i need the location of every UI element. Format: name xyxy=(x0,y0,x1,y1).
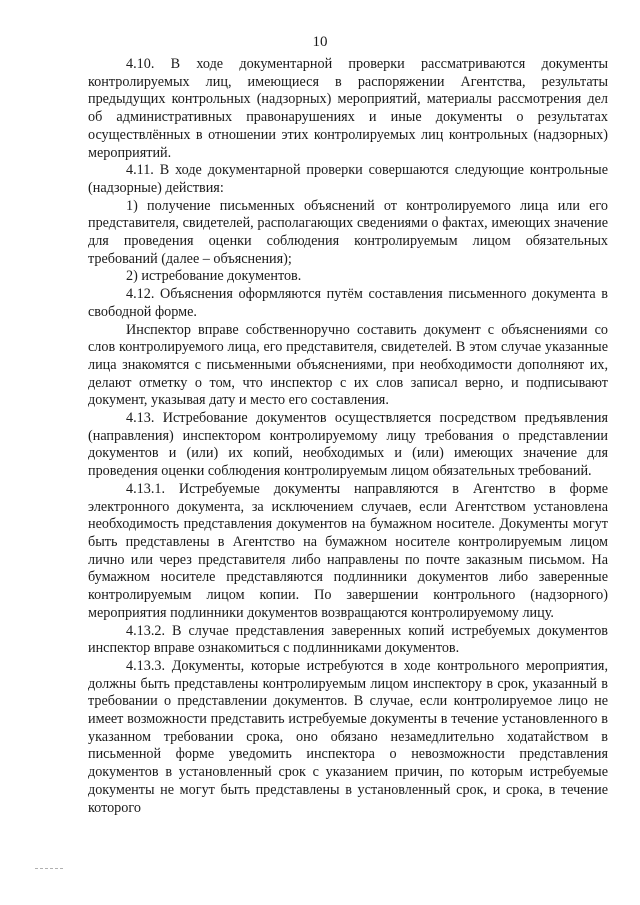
scan-edge-mark xyxy=(35,868,63,869)
page-number: 10 xyxy=(312,34,328,50)
document-body xyxy=(88,56,608,817)
paragraph-4-13-3: 4.13.3. Документы, которые истребуются в ходе контрольного мероприятия, должны быть представлены контролируемым лицом инспектору в срок, указанный в требовании о представлении документов. В случае, если контролируемое лицо не имеет возможности представить истребуемые документы в течение установленного в указанном требовании срока, оно обязано незамедлительно ходатайством в письменной форме уведомить инспектора о невозможности представления документов в установленный срок с указанием причин, по которым истребуемые документы не могут быть представлены в установленный срок, и срока, в течение которого xyxy=(88,657,608,816)
paragraph-4-13-1: 4.13.1. Истребуемые документы направляются в Агентство в форме электронного документа, за исключением случаев, если Агентством установлена необходимость представления документов на бумажном носителе. Документы могут быть представлены в Агентство на бумажном носителе контролируемым лицом лично или через представителя либо направлены по почте заказным письмом. На бумажном носителе представляются подлинники документов либо заверенные контролируемым лицом копии. По завершении контрольного (надзорного) мероприятия подлинники документов возвращаются контролируемому лицу. xyxy=(88,480,608,621)
list-item-1: 1) получение письменных объяснений от контролируемого лица или его представителя, свидетелей, располагающих сведениями о фактах, имеющих значение для проведения оценки соблюдения контролируемым лицом обязательных требований (далее – объяснения); xyxy=(88,197,608,267)
list-item-2: 2) истребование документов. xyxy=(126,268,302,285)
paragraph-4-11: 4.11. В ходе документарной проверки совершаются следующие контрольные (надзорные) действия: xyxy=(88,162,608,196)
paragraph-4-10: 4.10. В ходе документарной проверки рассматриваются документы контролируемых лиц, имеющиеся в распоряжении Агентства, результаты предыдущих контрольных (надзорных) мероприятий, материалы рассмотрения дел об административных правонарушениях и иные документы о результатах осуществлённых в отношении этих контролируемых лиц контрольных (надзорных) мероприятий. xyxy=(88,56,608,161)
paragraph-4-13-2: 4.13.2. В случае представления заверенных копий истребуемых документов инспектор вправе ознакомиться с подлинниками документов. xyxy=(88,622,608,657)
paragraph-inspector: Инспектор вправе собственноручно составить документ с объяснениями со слов контролируемого лица, его представителя, свидетелей. В этом случае указанные лица знакомятся с письменными объяснениями, при необходимости дополняют их, делают отметку о том, что инспектор с их слов записал верно, и подписывают документ, указывая дату и место его составления. xyxy=(88,321,608,409)
paragraph-4-12: 4.12. Объяснения оформляются путём составления письменного документа в свободной форме. xyxy=(88,286,608,320)
paragraph-4-13: 4.13. Истребование документов осуществляется посредством предъявления (направления) инспектором контролируемому лицу требования о представлении документов и (или) их копий, необходимых и (или) имеющих значение для проведения оценки соблюдения контролируемым лицом обязательных требований. xyxy=(88,410,608,480)
